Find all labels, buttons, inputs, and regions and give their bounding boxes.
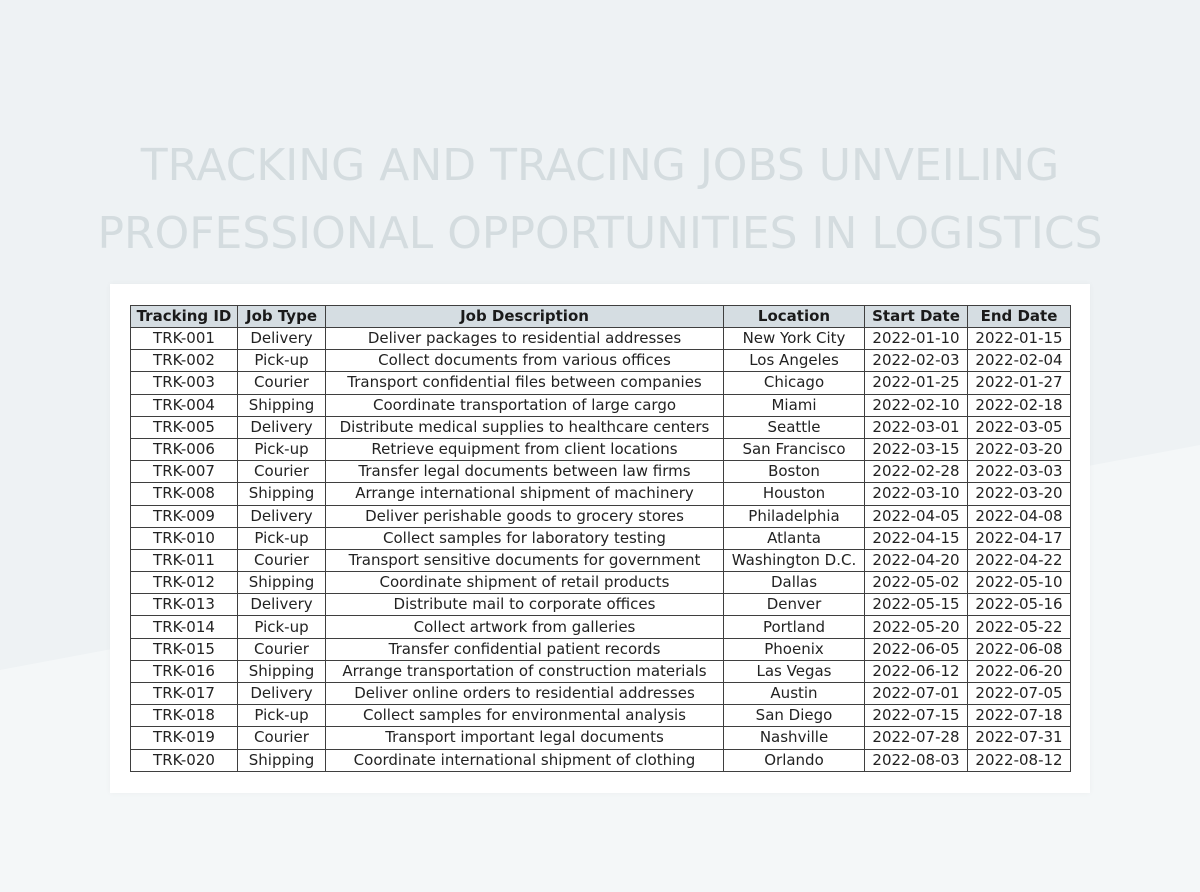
cell-job-description: Transport sensitive documents for government: [326, 549, 724, 571]
table-row: [131, 438, 1071, 460]
cell-location: Philadelphia: [724, 505, 865, 527]
cell-job-description: Collect samples for environmental analysis: [326, 705, 724, 727]
cell-start-date: 2022-02-10: [865, 394, 968, 416]
table-row: [131, 483, 1071, 505]
cell-start-date: 2022-04-05: [865, 505, 968, 527]
cell-location: Austin: [724, 683, 865, 705]
cell-start-date: 2022-02-03: [865, 350, 968, 372]
cell-job-description: Transport confidential files between companies: [326, 372, 724, 394]
cell-tracking-id: TRK-017: [131, 683, 238, 705]
table-row: [131, 328, 1071, 350]
table-row: [131, 350, 1071, 372]
cell-job-type: Shipping: [238, 660, 326, 682]
cell-location: Portland: [724, 616, 865, 638]
cell-tracking-id: TRK-004: [131, 394, 238, 416]
cell-tracking-id: TRK-005: [131, 416, 238, 438]
table-row: [131, 727, 1071, 749]
cell-start-date: 2022-05-20: [865, 616, 968, 638]
cell-location: Denver: [724, 594, 865, 616]
cell-end-date: 2022-05-16: [968, 594, 1071, 616]
header-tracking-id: Tracking ID: [131, 306, 238, 328]
cell-job-type: Pick-up: [238, 438, 326, 460]
table-body: [131, 328, 1071, 772]
cell-end-date: 2022-04-22: [968, 549, 1071, 571]
cell-start-date: 2022-06-12: [865, 660, 968, 682]
cell-job-type: Pick-up: [238, 705, 326, 727]
cell-location: Chicago: [724, 372, 865, 394]
cell-job-type: Pick-up: [238, 616, 326, 638]
cell-location: Seattle: [724, 416, 865, 438]
cell-job-description: Arrange transportation of construction materials: [326, 660, 724, 682]
cell-tracking-id: TRK-007: [131, 461, 238, 483]
cell-job-description: Transport important legal documents: [326, 727, 724, 749]
cell-end-date: 2022-07-05: [968, 683, 1071, 705]
cell-job-description: Coordinate shipment of retail products: [326, 572, 724, 594]
cell-job-type: Courier: [238, 638, 326, 660]
cell-tracking-id: TRK-001: [131, 328, 238, 350]
table-row: [131, 660, 1071, 682]
table-row: [131, 505, 1071, 527]
cell-end-date: 2022-07-18: [968, 705, 1071, 727]
cell-start-date: 2022-03-10: [865, 483, 968, 505]
cell-end-date: 2022-03-20: [968, 483, 1071, 505]
cell-start-date: 2022-04-15: [865, 527, 968, 549]
cell-job-type: Shipping: [238, 572, 326, 594]
cell-job-description: Collect samples for laboratory testing: [326, 527, 724, 549]
cell-tracking-id: TRK-013: [131, 594, 238, 616]
cell-location: Las Vegas: [724, 660, 865, 682]
cell-start-date: 2022-01-25: [865, 372, 968, 394]
cell-job-type: Courier: [238, 372, 326, 394]
cell-location: Atlanta: [724, 527, 865, 549]
cell-tracking-id: TRK-015: [131, 638, 238, 660]
table-row: [131, 527, 1071, 549]
cell-location: Nashville: [724, 727, 865, 749]
cell-end-date: 2022-01-15: [968, 328, 1071, 350]
table-row: [131, 683, 1071, 705]
cell-end-date: 2022-01-27: [968, 372, 1071, 394]
cell-job-description: Arrange international shipment of machinery: [326, 483, 724, 505]
cell-start-date: 2022-05-02: [865, 572, 968, 594]
cell-location: New York City: [724, 328, 865, 350]
cell-location: San Diego: [724, 705, 865, 727]
cell-tracking-id: TRK-011: [131, 549, 238, 571]
cell-end-date: 2022-03-20: [968, 438, 1071, 460]
cell-location: Houston: [724, 483, 865, 505]
cell-start-date: 2022-05-15: [865, 594, 968, 616]
cell-tracking-id: TRK-018: [131, 705, 238, 727]
cell-end-date: 2022-05-22: [968, 616, 1071, 638]
header-job-description: Job Description: [326, 306, 724, 328]
cell-job-type: Shipping: [238, 483, 326, 505]
cell-end-date: 2022-04-08: [968, 505, 1071, 527]
table-row: [131, 372, 1071, 394]
cell-start-date: 2022-06-05: [865, 638, 968, 660]
cell-tracking-id: TRK-010: [131, 527, 238, 549]
table-row: [131, 461, 1071, 483]
cell-location: Miami: [724, 394, 865, 416]
page-title-line-1: TRACKING AND TRACING JOBS UNVEILING: [140, 140, 1060, 192]
cell-location: Los Angeles: [724, 350, 865, 372]
cell-job-description: Deliver perishable goods to grocery stores: [326, 505, 724, 527]
cell-job-description: Distribute mail to corporate offices: [326, 594, 724, 616]
cell-end-date: 2022-04-17: [968, 527, 1071, 549]
cell-job-description: Coordinate transportation of large cargo: [326, 394, 724, 416]
cell-start-date: 2022-08-03: [865, 749, 968, 771]
cell-job-description: Transfer confidential patient records: [326, 638, 724, 660]
cell-job-description: Deliver packages to residential addresses: [326, 328, 724, 350]
cell-end-date: 2022-07-31: [968, 727, 1071, 749]
cell-location: Phoenix: [724, 638, 865, 660]
table-header-row: [131, 306, 1071, 328]
cell-start-date: 2022-07-15: [865, 705, 968, 727]
cell-start-date: 2022-03-01: [865, 416, 968, 438]
cell-end-date: 2022-06-20: [968, 660, 1071, 682]
table-row: [131, 572, 1071, 594]
cell-job-type: Courier: [238, 549, 326, 571]
table-row: [131, 594, 1071, 616]
jobs-table: [130, 305, 1071, 772]
cell-end-date: 2022-06-08: [968, 638, 1071, 660]
cell-job-type: Delivery: [238, 328, 326, 350]
cell-location: Dallas: [724, 572, 865, 594]
cell-end-date: 2022-03-03: [968, 461, 1071, 483]
header-start-date: Start Date: [865, 306, 968, 328]
table-card: [110, 284, 1090, 793]
cell-tracking-id: TRK-009: [131, 505, 238, 527]
cell-tracking-id: TRK-016: [131, 660, 238, 682]
cell-job-description: Collect artwork from galleries: [326, 616, 724, 638]
cell-location: San Francisco: [724, 438, 865, 460]
cell-start-date: 2022-02-28: [865, 461, 968, 483]
page-title: [0, 132, 1200, 268]
cell-start-date: 2022-03-15: [865, 438, 968, 460]
header-job-type: Job Type: [238, 306, 326, 328]
cell-job-type: Shipping: [238, 749, 326, 771]
cell-end-date: 2022-02-18: [968, 394, 1071, 416]
table-row: [131, 705, 1071, 727]
cell-tracking-id: TRK-003: [131, 372, 238, 394]
header-location: Location: [724, 306, 865, 328]
cell-tracking-id: TRK-020: [131, 749, 238, 771]
cell-job-description: Transfer legal documents between law firms: [326, 461, 724, 483]
cell-job-type: Delivery: [238, 683, 326, 705]
cell-job-type: Pick-up: [238, 350, 326, 372]
cell-tracking-id: TRK-006: [131, 438, 238, 460]
cell-job-type: Delivery: [238, 505, 326, 527]
cell-job-description: Deliver online orders to residential addresses: [326, 683, 724, 705]
cell-location: Washington D.C.: [724, 549, 865, 571]
cell-job-type: Pick-up: [238, 527, 326, 549]
table-row: [131, 638, 1071, 660]
table-row: [131, 416, 1071, 438]
cell-job-type: Shipping: [238, 394, 326, 416]
cell-start-date: 2022-01-10: [865, 328, 968, 350]
cell-tracking-id: TRK-002: [131, 350, 238, 372]
cell-job-description: Distribute medical supplies to healthcare centers: [326, 416, 724, 438]
cell-tracking-id: TRK-008: [131, 483, 238, 505]
cell-tracking-id: TRK-014: [131, 616, 238, 638]
page-title-line-2: PROFESSIONAL OPPORTUNITIES IN LOGISTICS: [97, 208, 1103, 260]
cell-location: Orlando: [724, 749, 865, 771]
table-row: [131, 394, 1071, 416]
cell-location: Boston: [724, 461, 865, 483]
cell-end-date: 2022-08-12: [968, 749, 1071, 771]
table-row: [131, 549, 1071, 571]
cell-tracking-id: TRK-019: [131, 727, 238, 749]
cell-job-description: Coordinate international shipment of clothing: [326, 749, 724, 771]
cell-job-description: Retrieve equipment from client locations: [326, 438, 724, 460]
cell-end-date: 2022-05-10: [968, 572, 1071, 594]
cell-job-type: Delivery: [238, 594, 326, 616]
cell-end-date: 2022-02-04: [968, 350, 1071, 372]
cell-job-type: Courier: [238, 461, 326, 483]
cell-job-type: Courier: [238, 727, 326, 749]
header-end-date: End Date: [968, 306, 1071, 328]
cell-start-date: 2022-04-20: [865, 549, 968, 571]
cell-job-description: Collect documents from various offices: [326, 350, 724, 372]
table-row: [131, 749, 1071, 771]
cell-job-type: Delivery: [238, 416, 326, 438]
cell-end-date: 2022-03-05: [968, 416, 1071, 438]
cell-start-date: 2022-07-01: [865, 683, 968, 705]
cell-tracking-id: TRK-012: [131, 572, 238, 594]
cell-start-date: 2022-07-28: [865, 727, 968, 749]
table-row: [131, 616, 1071, 638]
